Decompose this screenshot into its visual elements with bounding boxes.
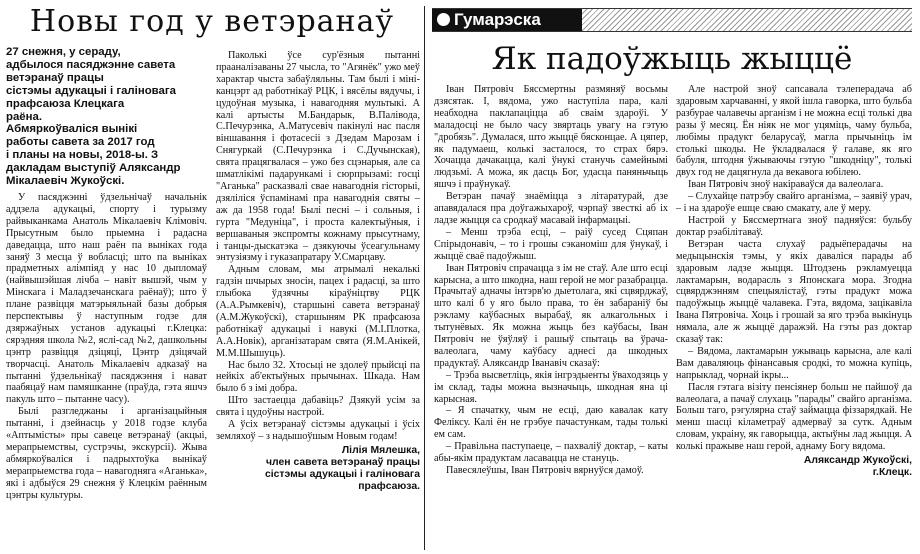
article-column-2 (676, 84, 912, 479)
rubric-hatch-decoration (582, 9, 912, 31)
lead-line: і планы на новы, 2018-ы. З (6, 149, 159, 162)
paragraph: Нас было 32. Хтосьці не здолеў прыйсці па нейкіх аб'ектыўных прычынах. Шкада. Нам было б з імі добра. (216, 359, 420, 395)
paragraph: – Слухайце патрэбу свайго арганізма, – заявіў урач, – і на здароўе ешце сваю смакату, але ў меру. (676, 191, 912, 215)
paragraph: Настрой у Бяссмертнага зноў падняўся: бульбу доктар рэабілітаваў. (676, 214, 912, 238)
paragraph: Але настрой зноў сапсавала тэлеперадача аб здаровым харчаванні, у якой ішла гаворка, што бульба разбурае чалавечы арганізм і не можна есці толькі два разы ў месяц. Ён ніяк не мог уцяміць, чаму бульба, любімы прадукт беларусаў, магла прычыніць ім столькі шкоды. Не ўкладвалася ў галаве, як яго бабуля, штодня ўжываючы гэтую "шкодніцу", толькі двух год не дацягнула да векавога юбілею. (676, 84, 912, 179)
article-headline: Як падоўжыць жыццё (491, 41, 853, 77)
paragraph: – Менш трэба есці, – раіў сусед Сцяпан Спірыдонавіч, – то і грошы сэканоміш для ўнукаў, і жыццё сваё падоўжыш. (434, 226, 668, 262)
paragraph: Ветэран часта слухаў радыёперадачы на медыцынскія тэмы, у якіх даваліся парады аб здаровым ладзе жыцця. Штодзень рэкламуецца лактамарын, водарасль з Японскага мора. Згодна сцвярджэнням спецыялістаў, гэты прадукт можа падоўжыць жыццё чалавека. Гэта, вядома, зацікавіла Івана Пятровіча. Хоць і грошай за яго трэба выкінуць нямала, але ж жыццё даражэй. На гэты раз доктар сказаў так: (676, 238, 912, 346)
paragraph: Што застаецца дабавіць? Дзякуй усім за свята і цудоўны настрой. (216, 395, 420, 419)
rubric-text: Гумарэска (454, 10, 541, 29)
paragraph: – Я спачатку, чым не есці, даю кавалак кату Феліксу. Калі ён не грэбуе пачастункам, тады толькі ем сам. (434, 405, 668, 441)
paragraph: Іван Пятровіч зноў накіраваўся да валеолага. (688, 179, 884, 191)
author-signature (216, 445, 420, 493)
article-headline: Новы год у ветэранаў (29, 4, 395, 39)
paragraph: Пасля гэтага візіту пенсіянер больш не пайшоў да валеолага, а пачаў слухаць "парады" свайго арганізма. Больш таго, рэгулярна стаў займацца фіззарядкай. Не менш шасці кіламетраў адмерваў за сутк. Адным словам, украіну, як гаворыцца, актыўны лад жыцця. А колькі пражыве наш герой, аднаму Богу вядома. (676, 381, 912, 453)
lead-line: Мікалаевіч Жукоўскі. (6, 175, 125, 188)
lead-line: 27 снежня, у сераду, (6, 46, 121, 58)
paragraph: Іван Пятровіч спрачацца з ім не стаў. Але што есці карысна, а што шкодна, наш герой не мог разабрацца. Прачытаў адначы інтэрв'ю дыетолага, які сцвярджаў, што калі б у яго было права, то ён забараніў бы рэкламу каўбасных вырабаў, як алкагольных і тытунёвых. Як можна жыць без каўбасы, Іван Пятровіч не ўяўляў і рашыў спытаць ва ўрача-валеолага, чаму каўбасу аднесі да шкодных прадуктаў. Аляксандр Іванавіч сказаў: (434, 262, 668, 369)
lead-line: ветэранаў працы (6, 71, 104, 84)
article-column-1 (6, 46, 207, 502)
rubric-label (432, 9, 582, 31)
paragraph: Іван Пятровіч Бяссмертны размяняў восьмы дзясятак. І, вядома, ужо наступіла пара, калі неабходна паклапаціцца аб сваім здароўі. У маладосці не было часу звяртаць увагу на гэтую "дробязь". Думалася, што жыццё бясконцае. А цяпер, як падумаеш, колькі засталося, то страх бярэ. Хочацца дачакацца, калі ўнукі станучь самейнымі людзьмі. А можа, як дасць Бог, удасца паняньчыць яшчэ і праўнукаў. (434, 84, 668, 191)
signature-line: Аляксандр Жукоўскі, (803, 455, 912, 467)
lead-line: дакладам выступіў Аляксандр (6, 162, 181, 175)
paragraph: Ветэран пачаў знаёміцца з літаратурай, дзе апавядалася пра доўгажыхароў, чэрпаў звесткі аб іх ладзе жыцця са сродкаў масавай інфармацыі. (434, 191, 668, 226)
lead-line: адбылося пасяджэнне савета (6, 58, 176, 71)
paragraph: Былі разгледжаны і арганізацыйныя пытанні, і дзейнасць у 2018 годзе клуба «Аптымісты» пры савеце ветэранаў (акцыі, мерапрыемствы, сустрэчы, экскурсіі). Жыва абмяркоўваліся і падрыхтоўка вынікаў мерапрыемства года – навагодняга «Аганька», які і адбыўся 29 снежня ў Клецкім раённым цэнтры культуры. (6, 406, 207, 501)
paragraph: А ўсіх ветэранаў сістэмы адукацыі і ўсіх земляхоў – з надышоўшым Новым годам! (216, 419, 420, 442)
article-column-1 (434, 84, 668, 477)
humor-article (428, 0, 920, 554)
paragraph: У пасяджэнні ўдзельнічаў начальнік аддзела адукацыі, спорту і турызму райвыканкама Анатоль Мікалаевіч Клімовіч. Прысутным было прыемна і радасна даведацца, што наш раён па выніках года заняў 3 месца ў вобласці; што па выніках прадметных алімпіяд у нас 10 дыпломаў (найвышэйшая лічба – навіт вышэй, чым у Мінскага і Маладзечанскага раёнаў); што ў плане развіцця матэрыяльнай базы добрыя перспектывы ў наступным годзе для дзяржаўных установ адукацыі г.Клецка: сярэдняя школа №2, яслі-сад №2, дашкольны цэнтр развіцця дзіцяці, Цэнтр дзіцячай творчасці. Анатоль Мікалаевіч адказаў на пытанні ўдзельнікаў пасяджэння і нават паабяцаў нам памяшканне (праўда, гэта яшчэ пакуль што – пытанне часу). (6, 191, 207, 406)
lead-line: работы савета за 2017 год (6, 136, 155, 149)
author-signature (676, 455, 912, 479)
paragraph: – Правільна паступаеце, – пахваліў доктар, – каты абы-якім прадуктам ласавацца не стануць. (434, 441, 668, 465)
column-divider (424, 6, 425, 550)
lead-line: Абмяркоўваліся вынікі (6, 123, 138, 136)
paragraph: – Трэба высветліць, якія інгрэдыенты ўваходзяць у ім склад, тады можна вызначыць, шкодная яна ці карысная. (434, 369, 668, 405)
lead-line: раёна. (6, 110, 43, 123)
article-column-2 (216, 50, 420, 493)
signature-line: прафсаюза. (358, 480, 420, 492)
lead-line: прафсаюза Клецкага (6, 97, 125, 110)
paragraph: Адным словам, мы атрымалі некалькі гадзін шчырых зносін, пацех і радасці, за што глыбока ўдзячны кіраўніцтву РЦК (А.А.Рымкевіч), старшыні савета ветэранаў (А.М.Жукоўскі), старшыням РК прафсаюза работнікаў адукацыі і навукі (М.І.Плотка, А.А.Новік), арганізатарам свята (Я.М.Анікей, М.М.Шышуць). (216, 264, 420, 359)
signature-line: г.Клецк. (872, 467, 912, 479)
paragraph: – Вядома, лактамарын ужываць карысна, але калі Вам даваляюць фінансавыя сродкі, то можна купіць, напрыклад, чорнай ікры... (676, 345, 912, 381)
news-article-new-year-veterans (0, 0, 424, 554)
signature-line: член савета ветэранаў працы (266, 456, 420, 468)
signature-line: сістэмы адукацыі і галіновага (264, 468, 420, 480)
paragraph: Павесялеўшы, Іван Пятровіч вярнуўся дамоў. (446, 465, 644, 476)
article-lead (6, 46, 207, 188)
signature-line: Лілія Мялешка, (341, 444, 420, 456)
bullet-circle-icon (437, 13, 450, 26)
lead-line: сістэмы адукацыі і галіновага (6, 84, 176, 97)
rubric-bar (432, 8, 912, 32)
paragraph: Паколькі ўсе сур'ёзныя пытанні прааналізаваны 27 чысла, то "Агянёк" ужо меў характар чыста забаўляльны. Там былі і міні-канцэрт ад работнікаў РЦК, і вясёлы вядучы, і цудоўная музыка, і навагодняя мультыкі. А калі артысты М.Бандарык, В.Палівода, С.Печурэнка, А.Матусевіч пакінулі нас пасля віншавання і фотасесіі з Дзедам Марозам і Снягуркай (С.Печурэнка і С.Дучынская), свята працягвалася – ужо без сцэнарыя, але са шматлікімі падарункамі і сюрпрызамі: госці "Аганька" расказвалі свае навагоднія гісторыі, дзяліліся ўспамінамі пра навагоднія святы – аж да 1958 года! Былі песні – і сольныя, і гурта "Медуніца", і проста калектыўныя, і вершаваныя экспромты кожнаму прысутнаму, і танцы-дыскатэка – дзякуючы ўсеагульнаму энтузіязму і гуказапратару У.Смарцаву. (216, 50, 420, 264)
